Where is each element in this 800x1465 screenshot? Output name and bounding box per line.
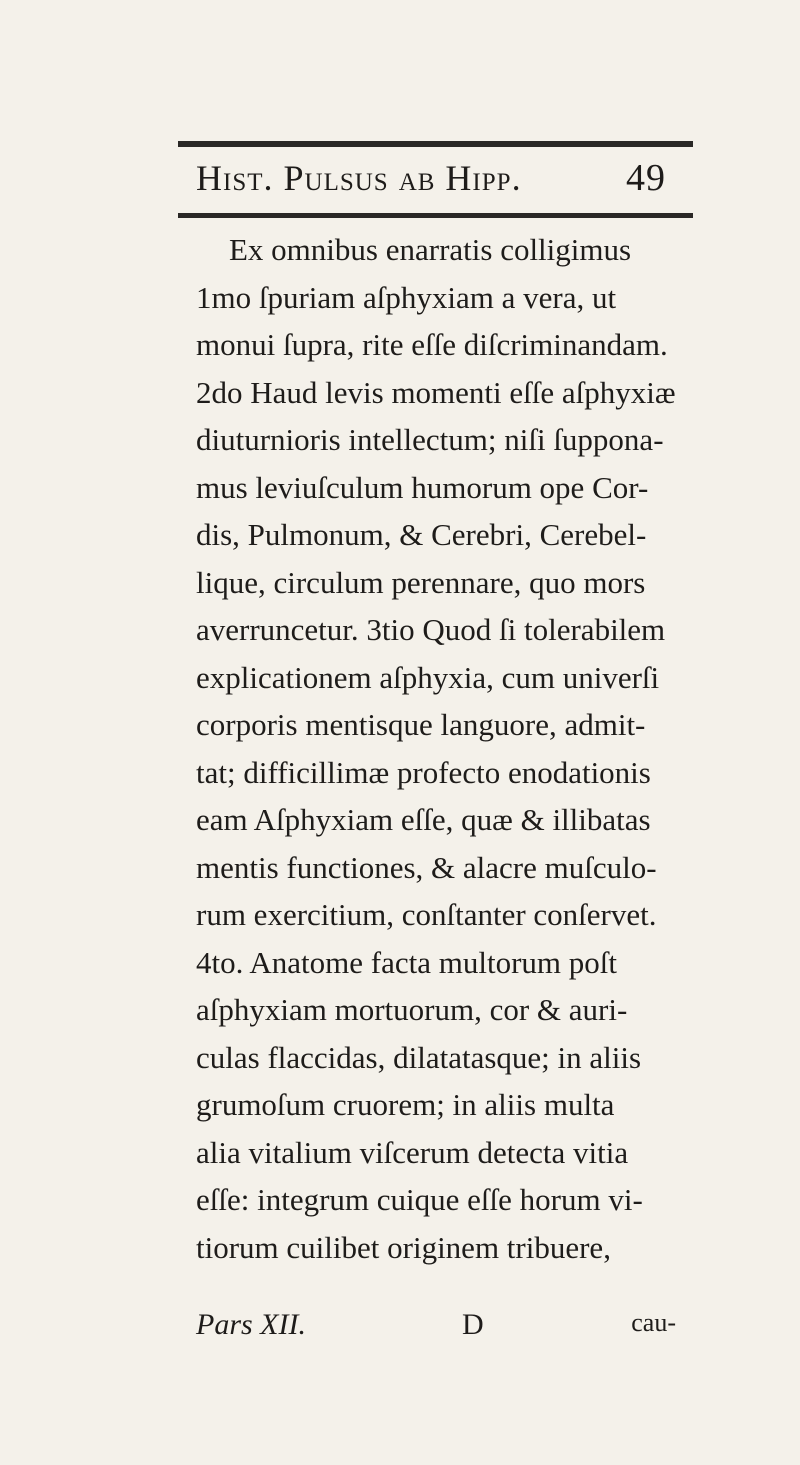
text-line: Ex omnibus enarratis colligimus: [229, 232, 632, 267]
body-text: [196, 226, 696, 1271]
text-line: averruncetur. 3tio Quod ſi tolerabilem: [196, 612, 666, 647]
text-line: diuturnioris intellectum; niſi ſuppona-: [196, 422, 664, 457]
text-line: tat; difficillimæ profecto enodationis: [196, 754, 651, 790]
text-line: dis, Pulmonum, & Cerebri, Cerebel-: [196, 517, 647, 552]
text-line: lique, circulum perennare, quo mors: [196, 564, 646, 600]
text-line: eſſe: integrum cuique eſſe horum vi-: [196, 1182, 643, 1217]
text-line: 2do Haud levis momenti eſſe aſphyxiæ: [196, 374, 676, 410]
text-line: alia vitalium viſcerum detecta vitia: [196, 1134, 629, 1170]
text-line: grumoſum cruorem; in aliis multa: [196, 1087, 615, 1122]
text-line: mus leviuſculum humorum ope Cor-: [196, 469, 649, 505]
header-rule-bottom: [178, 213, 693, 218]
catchword: cau-: [631, 1308, 676, 1337]
running-head: [196, 152, 666, 204]
text-line: 1mo ſpuriam aſphyxiam a vera, ut: [196, 279, 617, 315]
text-line: tiorum cuilibet originem tribuere,: [196, 1229, 611, 1265]
text-line: 4to. Anatome facta multorum poſt: [196, 944, 617, 980]
text-line: eam Aſphyxiam eſſe, quæ & illibatas: [196, 802, 651, 837]
text-line: mentis functiones, & alacre muſculo-: [196, 849, 657, 885]
text-line: explicationem aſphyxia, cum univerſi: [196, 659, 660, 695]
running-head-title: Hist. Pulsus ab Hipp.: [196, 158, 522, 198]
text-line: corporis mentisque languore, admit-: [196, 707, 646, 742]
header-rule-top: [178, 141, 693, 147]
pars-label: Pars XII.: [196, 1308, 306, 1341]
signature-mark: D: [462, 1308, 484, 1341]
text-line: monui ſupra, rite eſſe diſcriminandam.: [196, 327, 668, 362]
page-footer: [196, 1308, 676, 1352]
page-number: 49: [626, 157, 666, 199]
text-line: culas flaccidas, dilatatasque; in aliis: [196, 1039, 642, 1075]
text-line: rum exercitium, conſtanter conſervet.: [196, 897, 657, 932]
text-line: aſphyxiam mortuorum, cor & auri-: [196, 992, 628, 1027]
